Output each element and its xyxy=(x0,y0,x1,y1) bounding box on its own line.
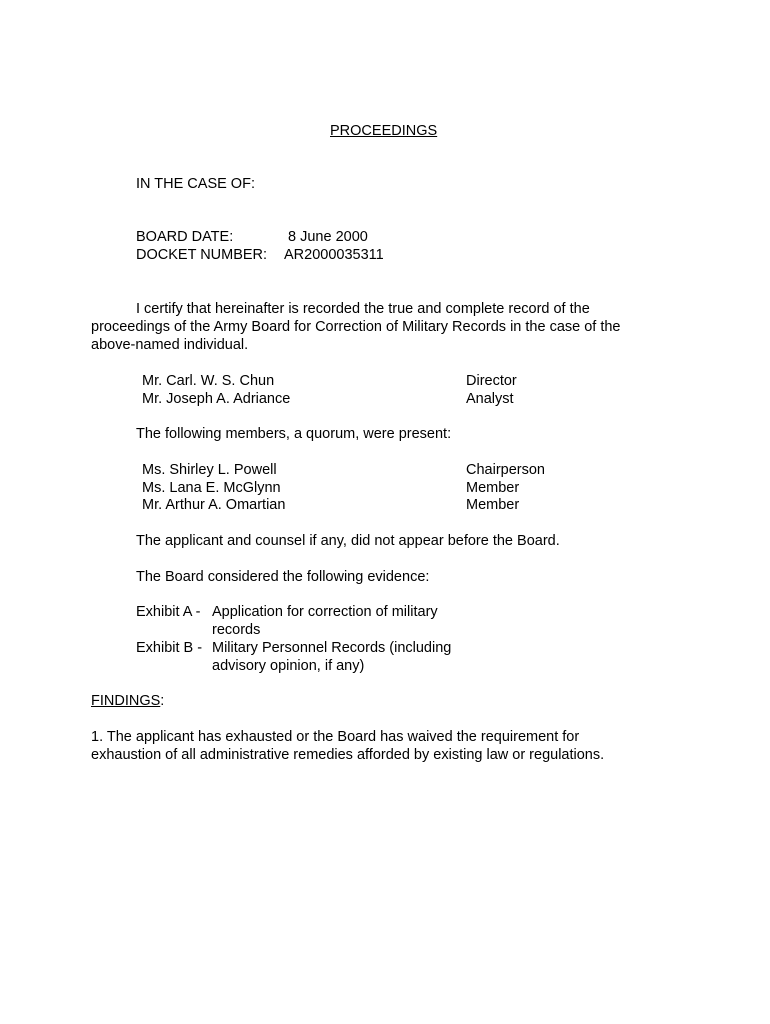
exhibit-b-label: Exhibit B - xyxy=(136,640,203,656)
appearance-statement: The applicant and counsel if any, did not appear before the Board. xyxy=(136,533,560,549)
member-name: Mr. Arthur A. Omartian xyxy=(142,497,286,513)
exhibit-b-text: Military Personnel Records (including xyxy=(212,640,452,656)
findings-heading-text: FINDINGS xyxy=(91,693,161,709)
member-role: Chairperson xyxy=(466,462,545,478)
member-role: Member xyxy=(466,497,520,513)
staff-name: Mr. Joseph A. Adriance xyxy=(142,391,291,407)
exhibit-a-text: Application for correction of military xyxy=(212,604,438,620)
board-date-label: BOARD DATE: xyxy=(136,229,234,245)
findings-heading xyxy=(91,692,164,710)
docket-number-value: AR2000035311 xyxy=(284,247,384,263)
page-title: PROCEEDINGS xyxy=(330,123,438,139)
exhibit-b-text-cont: advisory opinion, if any) xyxy=(212,658,365,674)
findings-colon: : xyxy=(160,693,165,709)
finding-1-line: 1. The applicant has exhausted or the Board has waived the requirement for xyxy=(91,729,580,745)
member-name: Ms. Shirley L. Powell xyxy=(142,462,277,478)
docket-number-label: DOCKET NUMBER: xyxy=(136,247,268,263)
finding-1-line-cont: exhaustion of all administrative remedies afforded by existing law or regulations. xyxy=(91,747,605,763)
member-role: Member xyxy=(466,480,520,496)
staff-role: Analyst xyxy=(466,391,514,407)
member-name: Ms. Lana E. McGlynn xyxy=(142,480,281,496)
board-date-value: 8 June 2000 xyxy=(288,229,368,245)
quorum-statement: The following members, a quorum, were present: xyxy=(136,426,452,442)
exhibit-a-label: Exhibit A - xyxy=(136,604,201,620)
evidence-intro: The Board considered the following evidence: xyxy=(136,569,430,585)
case-label: IN THE CASE OF: xyxy=(136,176,255,192)
certify-paragraph: I certify that hereinafter is recorded the true and complete record of the proceedings of the Army Board for Correction of Military Records in the case of the above-named individual. xyxy=(91,301,621,353)
exhibit-a-text-cont: records xyxy=(212,622,261,638)
staff-role: Director xyxy=(466,373,517,389)
staff-name: Mr. Carl. W. S. Chun xyxy=(142,373,275,389)
